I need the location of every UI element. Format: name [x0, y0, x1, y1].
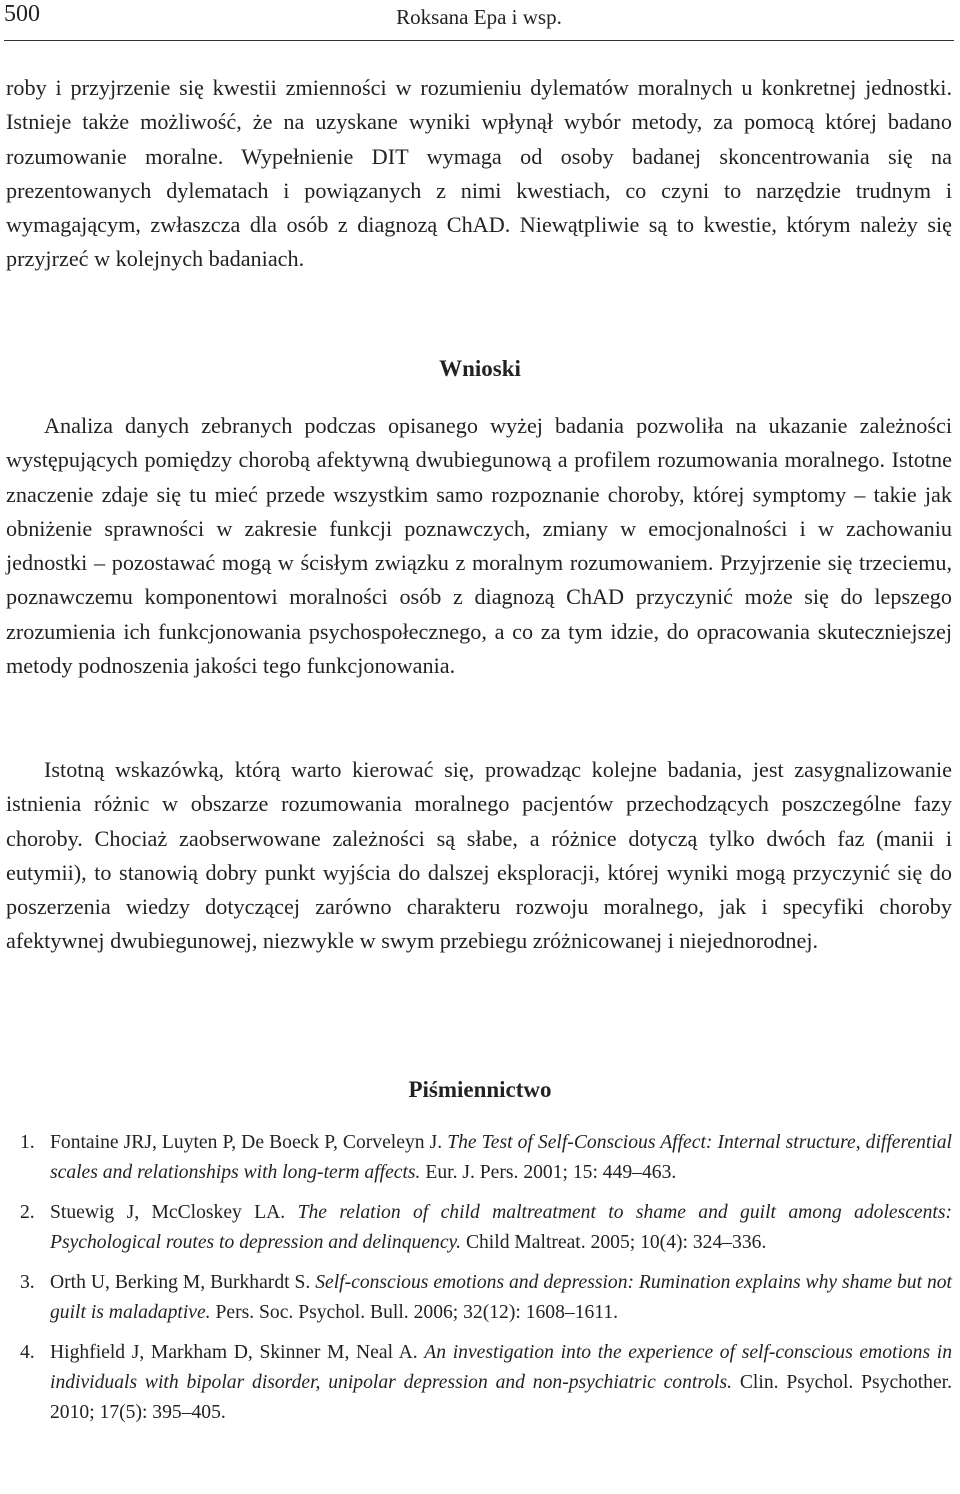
reference-number: 2.: [20, 1202, 35, 1223]
page-header: [4, 0, 954, 41]
reference-authors: Stuewig J, McCloskey LA.: [50, 1202, 286, 1223]
conclusions-paragraph: Istotną wskazówką, którą warto kierować się, prowadząc kolejne badania, jest zasygnalizowanie istnienia różnic w obszarze rozumowania moralnego pacjentów przechodzących poszczególne fazy choroby. Chociaż zaobserwowane zależności są słabe, a różnice dotyczą tylko dwóch faz (manii i eutymii), to stanowią dobry punkt wyjścia do dalszej eksploracji, której wyniki mogą przyczynić się do poszerzenia wiedzy dotyczącej zarówno charakteru rozwoju moralnego, jak i specyfiki choroby afektywnej dwubiegunowej, niezwykle w swym przebiegu zróżnicowanej i niejednorodnej.: [6, 757, 952, 954]
reference-item: [0, 1268, 960, 1328]
reference-authors: Fontaine JRJ, Luyten P, De Boeck P, Corveleyn J.: [50, 1132, 443, 1153]
conclusions-paragraph: Analiza danych zebranych podczas opisanego wyżej badania pozwoliła na ukazanie zależności występujących pomiędzy chorobą afektywną dwubiegunową a profilem rozumowania moralnego. Istotne znaczenie zdaje się tu mieć przede wszystkim samo rozpoznanie choroby, której symptomy – takie jak obniżenie sprawności w zakresie funkcji poznawczych, zmiany w emocjonalności i w zachowaniu jednostki – pozostawać mogą w ścisłym związku z moralnym rozumowaniem. Przyjrzenie się trzeciemu, poznawczemu komponentowi moralności osób z diagnozą ChAD przyczynić może się do lepszego zrozumienia ich funkcjonowania psychospołecznego, a co za tym idzie, do opracowania skuteczniejszej metody podnoszenia jakości tego funkcjonowania.: [6, 413, 952, 679]
page-number: 500: [4, 1, 40, 27]
references-list: [0, 1128, 960, 1438]
reference-title: Self-conscious emotions and depression: Rumination explains why shame but not guilt is maladaptive.: [50, 1272, 952, 1323]
reference-source: Child Maltreat. 2005; 10(4): 324–336.: [465, 1232, 767, 1253]
reference-source: Clin. Psychol. Psychother. 2010; 17(5): 395–405.: [50, 1372, 953, 1423]
reference-source: Pers. Soc. Psychol. Bull. 2006; 32(12): 1608–1611.: [215, 1302, 619, 1323]
continuation-paragraph-block: [6, 71, 952, 277]
reference-item: [0, 1198, 960, 1258]
reference-authors: Orth U, Berking M, Burkhardt S.: [50, 1272, 311, 1293]
conclusions-heading: Wnioski: [439, 356, 521, 381]
conclusions-paragraph-block-1: [6, 409, 952, 683]
reference-number: 4.: [20, 1342, 35, 1363]
conclusions-paragraph-block-2: [6, 753, 952, 959]
reference-title: The Test of Self-Conscious Affect: Internal structure, differential scales and relationships with long-term affects.: [50, 1132, 953, 1183]
running-head: Roksana Epa i wsp.: [396, 5, 562, 29]
continuation-paragraph: roby i przyjrzenie się kwestii zmienności w rozumieniu dylematów moralnych u konkretnej jednostki. Istnieje także możliwość, że na uzyskane wyniki wpłynął wybór metody, za pomocą której badano rozumowanie moralne. Wypełnienie DIT wymaga od osoby badanej skoncentrowania się na prezentowanych dylematach i powiązanych z nimi kwestiach, co czyni to narzędzie trudnym i wymagającym, zwłaszcza dla osób z diagnozą ChAD. Niewątpliwie są to kwestie, którym należy się przyjrzeć w kolejnych badaniach.: [6, 75, 952, 272]
reference-item: [0, 1128, 960, 1188]
reference-title: The relation of child maltreatment to shame and guilt among adolescents: Psychological routes to depression and delinquency.: [50, 1202, 952, 1253]
reference-source: Eur. J. Pers. 2001; 15: 449–463.: [425, 1162, 677, 1183]
reference-item: [0, 1338, 960, 1428]
references-heading: Piśmiennictwo: [408, 1077, 552, 1102]
reference-number: 1.: [20, 1132, 35, 1153]
reference-title: An investigation into the experience of self-conscious emotions in individuals with bipolar disorder, unipolar depression and non-psychiatric controls.: [50, 1342, 952, 1393]
reference-number: 3.: [20, 1272, 35, 1293]
reference-authors: Highfield J, Markham D, Skinner M, Neal A.: [50, 1342, 418, 1363]
